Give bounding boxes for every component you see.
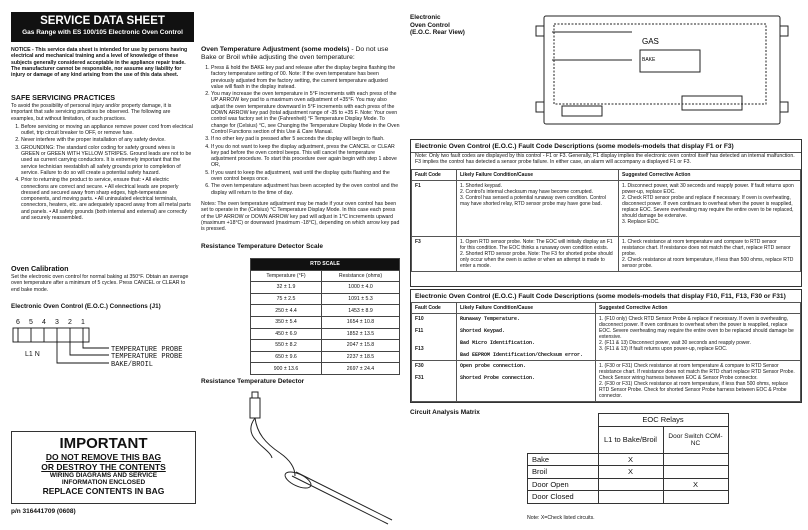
matrix-row-label: Bake <box>528 453 599 466</box>
safe-intro: To avoid the possibility of personal injury and/or property damage, it is important that safe servicing practices be observed. The following are examples, but without limitation, of such practices. <box>11 103 172 122</box>
circuit-matrix <box>527 413 729 504</box>
calibration-section <box>11 264 194 293</box>
fault1-table <box>411 169 801 272</box>
rtd-ohms: 2237 ± 18.5 <box>321 351 399 363</box>
part-number: p/n 316441709 (0608) <box>11 508 76 515</box>
notice-label: NOTICE - <box>11 47 34 53</box>
list-item: 6. The oven temperature adjustment has been accepted by the oven control and the display will return to the time of day. <box>211 183 401 196</box>
list-item: 2. You may increase the oven temperature in 5°F increments with each press of the UP ARROW key pad to a maximum oven adjustment of +35°F. You may also adjust the oven temperature downward in 5°F increments with each press of the DOWN ARROW key pad (total adjustment range of -35 to +35 F. Note: Your oven control was factory set in the (Fahrenheit) °F Temperature Display Mode. To change for (Celsius) °C, see Changing the Temperature Display Mode in the Oven Control Functions section of this Use & Care Manual. <box>211 91 401 135</box>
rtd-ohms: 2047 ± 15.8 <box>321 340 399 352</box>
important-line: REPLACE CONTENTS IN BAG <box>42 486 165 496</box>
fault-col-header: Fault Code <box>412 169 457 180</box>
matrix-note: Note: X=Check listed circuits. <box>527 515 595 521</box>
table-row <box>412 361 801 402</box>
important-line: WIRING DIAGRAMS AND SERVICE <box>49 472 158 479</box>
rtd-temp: 650 ± 9.6 <box>251 351 322 363</box>
connector-body <box>13 328 89 342</box>
matrix-cell: X <box>598 466 663 479</box>
rtd-ohms: 1091 ± 5.3 <box>321 293 399 305</box>
matrix-cell <box>598 491 663 504</box>
important-line: INFORMATION ENCLOSED <box>61 479 146 486</box>
fault-cause: Runaway Temperature. Shorted Keypad. Bad Micro Identification. Bad EEPROM Identification/Checksum error. <box>457 314 596 361</box>
page-title: SERVICE DATA SHEET <box>40 15 165 27</box>
safe-list <box>11 124 194 221</box>
important-title: IMPORTANT <box>59 435 148 452</box>
pin-label: 3 <box>55 319 59 326</box>
adjust-notes: Notes: The oven temperature adjustment may be made if your oven control has been set to operate in the (Celsius) °C Temperature Display Mode. In this case each press of the UP ARROW or DOWN ARROW key pad will adjust in 1°C increments upward (maximum +18°C) or downward (maximum -18°C), depending on which arrow key pad is pressed. <box>201 200 400 233</box>
table-row <box>528 453 729 466</box>
rtd-temp: 250 ± 4.4 <box>251 305 322 317</box>
rtd-temp: 900 ± 13.6 <box>251 363 322 375</box>
table-row <box>251 351 400 363</box>
fault-cause: 1. Shorted keypad. 2. Control's internal checksum may have become corrupted. 3. Control has sensed a potential runaway oven condition. Control may have shorted relay, RTD sensor probe may have gone bad. <box>457 180 619 236</box>
wire-label: TEMPERATURE PROBE <box>111 353 183 361</box>
rtd-col-header: Temperature (°F) <box>251 270 322 282</box>
matrix-row-label: Door Open <box>528 478 599 491</box>
adjust-heading-note: - Do not use Bake or Broil while adjusting the oven temperature: <box>201 46 389 61</box>
detector-heading: Resistance Temperature Detector <box>201 378 305 385</box>
fault-code: F10 F11 F13 <box>412 314 457 361</box>
eoc-rear-view <box>532 12 794 132</box>
pin-label: 1 <box>81 319 85 326</box>
header-banner <box>11 12 194 42</box>
matrix-cell: X <box>663 478 728 491</box>
rtd-heading: Resistance Temperature Detector Scale <box>201 243 323 250</box>
notice <box>11 47 194 78</box>
eoc-connector <box>682 96 742 110</box>
list-item: 3. If no other key pad is pressed after 5 seconds the display will begin to flash. <box>211 136 401 142</box>
rtd-ohms: 1852 ± 13.5 <box>321 328 399 340</box>
fault-col-header: Suggested Corrective Action <box>596 303 801 314</box>
probe-mount <box>283 469 313 492</box>
list-item: 1. Before servicing or moving an appliance remove power cord from electrical outlet, trip circuit breaker to OFF, or remove fuse. <box>21 124 194 137</box>
matrix-cell <box>663 466 728 479</box>
pin-label: 5 <box>29 319 33 326</box>
calibration-text: Set the electronic oven control for normal baking at 350°F. Obtain an average oven temperature after a minimum of 5 cycles. Press CANCEL or CLEAR to end bake mode. <box>11 274 189 293</box>
fault-col-header: Suggested Corrective Action <box>619 169 801 180</box>
fault-section-1 <box>410 139 802 287</box>
table-row <box>412 236 801 271</box>
probe-connector <box>250 398 260 418</box>
pin-label: 4 <box>42 319 46 326</box>
table-row <box>251 316 400 328</box>
fault2-table <box>411 302 801 402</box>
fault-col-header: Fault Code <box>412 303 457 314</box>
matrix-cell: X <box>598 453 663 466</box>
rtd-temp: 32 ± 1.9 <box>251 282 322 294</box>
fault-cause: Open probe connection. Shorted Probe connection. <box>457 361 596 402</box>
rtd-ohms: 2697 ± 24.4 <box>321 363 399 375</box>
wire-label: TEMPERATURE PROBE <box>111 346 183 354</box>
safe-heading: SAFE SERVICING PRACTICES <box>11 93 116 102</box>
matrix-row-label: Door Closed <box>528 491 599 504</box>
rtd-ohms: 1453 ± 8.9 <box>321 305 399 317</box>
fault1-heading: Electronic Oven Control (E.O.C.) Fault Code Descriptions (some models-models that display F1 or F3) <box>415 143 734 150</box>
list-item: 4. Prior to returning the product to service, ensure that: • All electric connections are correct and secure. • All electrical leads are properly dressed and secured away from sharp edges, high-temperature components, and moving parts. • All uninsulated electrical terminals, connectors, heaters, etc. are adequately spaced away from all metal parts and panels. • All safety grounds (both internal and external) are correctly and securely reassembled. <box>21 177 194 221</box>
fault-code: F3 <box>412 236 457 271</box>
table-row <box>412 180 801 236</box>
table-row <box>251 340 400 352</box>
table-row <box>251 282 400 294</box>
matrix-col-header: Door Switch COM-NC <box>663 426 728 453</box>
rtd-table <box>250 258 400 375</box>
connector-diagram <box>11 316 201 378</box>
calibration-heading: Oven Calibration <box>11 264 69 273</box>
page-subtitle: Gas Range with ES 100/105 Electronic Oven Control <box>22 29 183 36</box>
fault-col-header: Likely Failure Condition/Cause <box>457 303 596 314</box>
fault-action: 1. Check resistance at room temperature and compare to RTD sensor resistance chart. If resistance does not match the chart, replace RTD sensor probe. 2. Check resistance at room temperature, if less than 500 ohms, replace RTD sensor probe. <box>619 236 801 271</box>
important-line: DO NOT REMOVE THIS BAG <box>45 452 162 462</box>
fault2-heading: Electronic Oven Control (E.O.C.) Fault Code Descriptions (some models-models that display F10, F11, F13, F30 or F31) <box>415 293 786 300</box>
rtd-probe-drawing <box>210 388 400 528</box>
table-row <box>251 363 400 375</box>
matrix-cell <box>598 478 663 491</box>
matrix-cell <box>663 491 728 504</box>
fault-action: 1. (F30 or F31) Check resistance at room temperature & compare to RTD Sensor resistance chart. If resistance does not match the RTD chart replace RTD Sensor Probe. Check Sensor wiring harness between EOC & Sensor Probe connector. 2. (F30 or F31) Check resistance at room temperature, if less than 500 ohms, replace RTD Sensor Probe. Check for shorted Sensor Probe harness between EOC & Probe connector. <box>596 361 801 402</box>
pin-label: 6 <box>16 319 20 326</box>
adjust-section <box>201 46 401 232</box>
rtd-table-title: RTD SCALE <box>251 259 400 271</box>
eoc-bake-label: BAKE <box>642 57 656 63</box>
table-row <box>251 328 400 340</box>
rear-heading-line: Electronic <box>410 14 441 21</box>
matrix-col-header: L1 to Bake/Broil <box>598 426 663 453</box>
fault-action: 1. Disconnect power, wait 30 seconds and reapply power. If fault returns upon power-up, replace EOC. 2. Check RTD sensor probe and replace if necessary. If oven is overheating, disconnect power. If oven continues to overheat when the power is reapplied, replace EOC. Severe overheating may require the entire oven to be replaced, should damage be extensive. 3. Replace EOC. <box>619 180 801 236</box>
rtd-temp: 75 ± 2.5 <box>251 293 322 305</box>
notice-text: This service data sheet is intended for use by persons having electrical and mechanical training and a level of knowledge of these subjects generally considered acceptable in the appliance repair trade. The manufacturer cannot be responsible, nor assume any liability for injury or damage of any kind arising from the use of this data sheet. <box>11 47 188 79</box>
fault-code: F30 F31 <box>412 361 457 402</box>
adjust-steps <box>201 65 401 196</box>
important-box <box>11 431 196 504</box>
matrix-cell <box>663 453 728 466</box>
list-item: 2. Never interfere with the proper installation of any safety device. <box>21 137 194 143</box>
table-row <box>528 478 729 491</box>
eoc-gas-label: GAS <box>642 37 659 46</box>
fault-col-header: Likely Failure Condition/Cause <box>457 169 619 180</box>
rtd-ohms: 1000 ± 4.0 <box>321 282 399 294</box>
fault-cause: 1. Open RTD sensor probe. Note: The EOC will initially display an F1 for this condition. The EOC thinks a runaway oven condition exists. 2. Shorted RTD sensor probe. Note: The F3 for shorted probe should only occur when the oven is active or when an attempt is made to enter a mode. <box>457 236 619 271</box>
rtd-ohms: 1654 ± 10.8 <box>321 316 399 328</box>
rtd-temp: 450 ± 6.9 <box>251 328 322 340</box>
list-item: 5. If you want to keep the adjustment, wait until the display quits flashing and the oven control beeps once. <box>211 170 401 183</box>
fault-code: F1 <box>412 180 457 236</box>
rtd-temp: 550 ± 8.2 <box>251 340 322 352</box>
pin-label: 2 <box>68 319 72 326</box>
list-item: 1. Press & hold the BAKE key pad and release after the display begins flashing the factory temperature setting of 00. Note: If the oven temperature has been previously adjusted from the factory setting, the current temperature adjusted value will flash in the display instead. <box>211 65 401 90</box>
wire-label: BAKE/BROIL <box>111 361 154 369</box>
table-row <box>528 466 729 479</box>
safe-section <box>11 93 194 222</box>
rtd-col-header: Resistance (ohms) <box>321 270 399 282</box>
table-row <box>412 314 801 361</box>
rear-view-heading <box>410 14 465 37</box>
list-item: 3. GROUNDING: The standard color coding for safety ground wires is GREEN or GREEN WITH YELLOW STRIPES. Ground leads are not to be used as current carrying conductors. It is extremely important that the service technician reestablish all safety grounds prior to completion of service. Failure to do so will create a potential safety hazard. <box>21 145 194 176</box>
adjust-heading: Oven Temperature Adjustment (some models) <box>201 46 350 53</box>
important-line: OR DESTROY THE CONTENTS <box>41 462 166 472</box>
matrix-row-label: Broil <box>528 466 599 479</box>
fault1-note: Note: Only two fault codes are displayed by this control - F1 or F3. Generally, F1 display implies the electronic oven control itself has detected an internal malfunction. F3 implies the control has detected a sensor probe failure. In either case, an alarm will accompany a displayed F1 or F3. <box>411 152 801 169</box>
table-row <box>251 293 400 305</box>
rear-heading-line: (E.O.C. Rear View) <box>410 29 465 36</box>
pin-under-label: L1 N <box>25 351 40 358</box>
connections-heading: Electronic Oven Control (E.O.C.) Connections (J1) <box>11 303 161 310</box>
rtd-temp: 350 ± 5.4 <box>251 316 322 328</box>
fault-section-2 <box>410 289 802 403</box>
matrix-group-header: EOC Relays <box>598 414 728 427</box>
list-item: 4. If you do not want to keep the display adjustment, press the CANCEL or CLEAR key pad before the oven control beeps. This will cancel the temperature adjustment procedure. To start this procedure over again begin with step 1 above OR, <box>211 144 401 169</box>
table-row <box>251 305 400 317</box>
table-row <box>528 491 729 504</box>
probe-rod <box>292 476 388 524</box>
rear-heading-line: Oven Control <box>410 21 450 29</box>
fault-action: 1. (F10 only) Check RTD Sensor Probe & replace if necessary. If oven is overheating, disconnect power. If oven continues to overheat when the power is reapplied, replace EOC. Severe overheating may require the entire oven to be replaced should damage be extensive. 2. (F11 & 13) Disconnect power, wait 30 seconds and reapply power. 3. (F11 & 13) If fault returns upon power-up, replace EOC. <box>596 314 801 361</box>
matrix-heading: Circuit Analysis Matrix <box>410 409 480 416</box>
